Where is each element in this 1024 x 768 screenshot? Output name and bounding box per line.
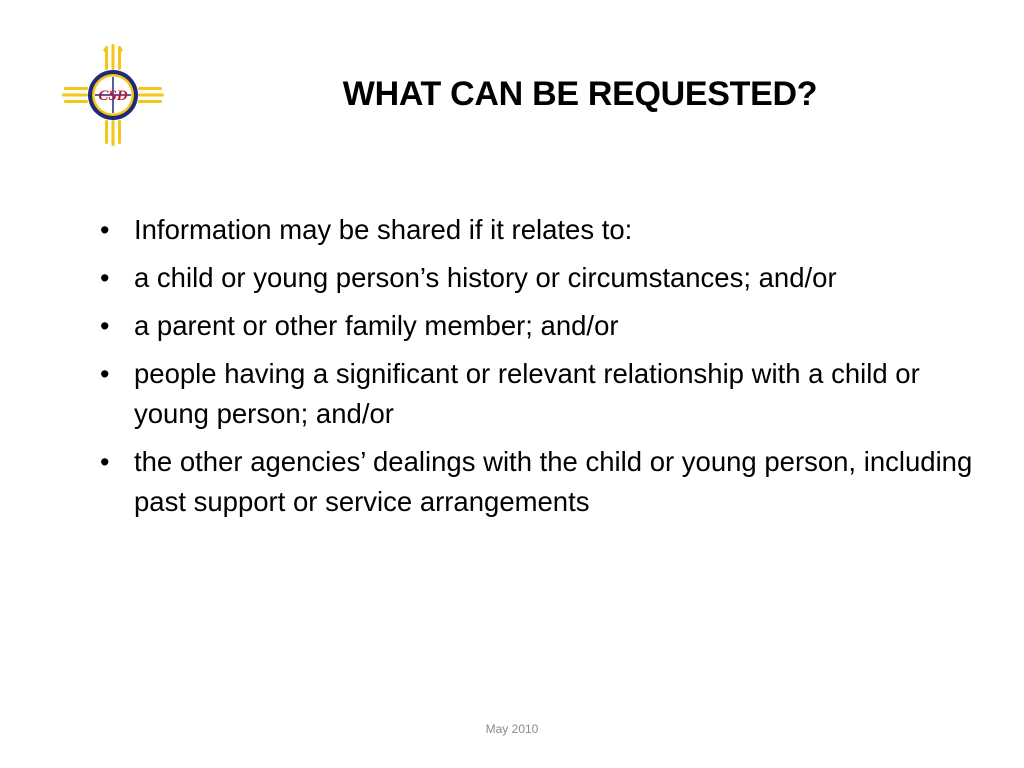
logo-letters: CSD (98, 88, 128, 104)
bullet-item (100, 258, 980, 298)
slide-footer-date: May 2010 (485, 722, 539, 736)
bullet-dot: • (100, 263, 110, 293)
bullet-dot: • (100, 311, 110, 341)
slide-title: WHAT CAN BE REQUESTED? (342, 75, 818, 113)
bullet-text: people having a significant or relevant relationship with a child or young person; and/or (134, 358, 920, 429)
bullet-text: a parent or other family member; and/or (134, 310, 619, 341)
bullet-item (100, 306, 980, 346)
bullet-item (100, 210, 980, 250)
bullet-list (100, 210, 980, 530)
bullet-text: the other agencies’ dealings with the child or young person, including past support or service arrangements (134, 446, 973, 517)
bullet-dot: • (100, 447, 110, 477)
zia-sun-logo (62, 44, 164, 146)
bullet-dot: • (100, 215, 110, 245)
bullet-dot: • (100, 359, 110, 389)
bullet-text: Information may be shared if it relates to: (134, 214, 633, 245)
bullet-item (100, 354, 980, 434)
bullet-item (100, 442, 980, 522)
bullet-text: a child or young person’s history or circumstances; and/or (134, 262, 837, 293)
